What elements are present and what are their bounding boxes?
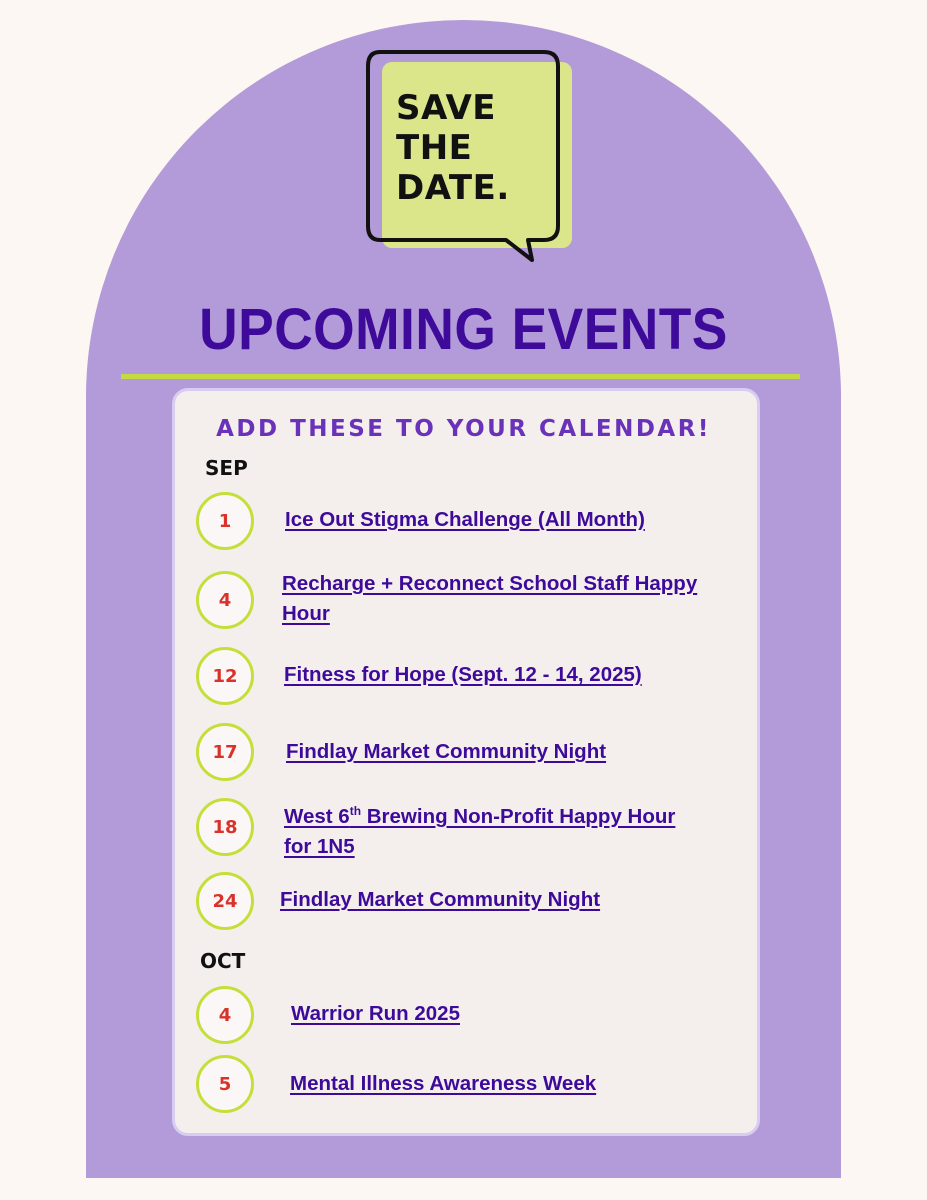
card-subtitle: ADD THESE TO YOUR CALENDAR! [216, 416, 711, 442]
day-circle: 4 [196, 571, 254, 629]
event-link[interactable]: Findlay Market Community Night [286, 740, 607, 763]
event-link[interactable] [282, 569, 697, 629]
day-circle: 1 [196, 492, 254, 550]
badge-line-3: DATE. [396, 168, 510, 208]
event-title-part: Brewing Non-Profit Happy Hour [361, 804, 676, 828]
day-circle: 17 [196, 723, 254, 781]
event-link[interactable]: Warrior Run 2025 [291, 1002, 460, 1025]
badge-line-2: THE [396, 128, 473, 168]
page-title: UPCOMING EVENTS [199, 297, 728, 362]
day-circle: 12 [196, 647, 254, 705]
event-link-line-1: Recharge + Reconnect School Staff Happy [282, 572, 698, 595]
day-circle: 18 [196, 798, 254, 856]
month-label-oct: OCT [200, 949, 246, 973]
event-link[interactable]: Ice Out Stigma Challenge (All Month) [285, 508, 645, 531]
month-label-sep: SEP [205, 456, 248, 480]
event-title-sup: th [349, 804, 362, 818]
event-link[interactable] [284, 796, 675, 862]
event-link[interactable]: Mental Illness Awareness Week [290, 1072, 597, 1095]
badge-line-1: SAVE [396, 88, 497, 128]
event-title-part: West 6 [284, 804, 350, 828]
save-the-date-badge [396, 88, 510, 208]
event-link-line-2: Hour [282, 602, 330, 625]
event-link-line-2: for 1N5 [284, 834, 355, 858]
divider [121, 374, 800, 379]
day-circle: 24 [196, 872, 254, 930]
event-link-line-1 [284, 805, 675, 828]
day-circle: 4 [196, 986, 254, 1044]
event-link[interactable]: Findlay Market Community Night [280, 888, 601, 911]
day-circle: 5 [196, 1055, 254, 1113]
event-link[interactable]: Fitness for Hope (Sept. 12 - 14, 2025) [284, 663, 642, 686]
